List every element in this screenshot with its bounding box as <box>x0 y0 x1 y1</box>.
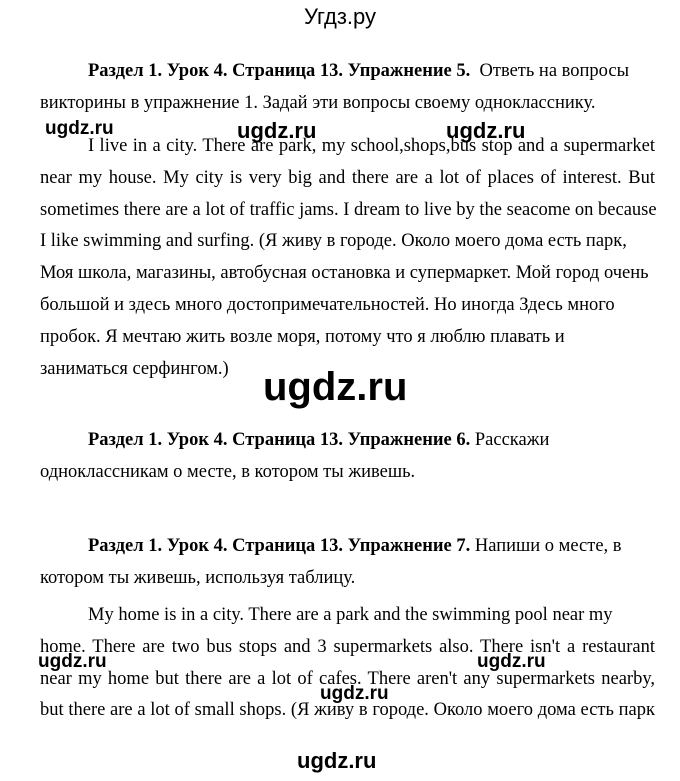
watermark: ugdz.ru <box>446 118 526 143</box>
answer-line: I like swimming and surfing. (Я живу в городе. Около моего дома есть парк, <box>40 231 627 252</box>
answer-line: Моя школа, магазины, автобусная остановка и супермаркет. Мой город очень <box>40 263 649 284</box>
answer-line: near my home but there are a lot of cafes. There aren't any supermarkets nearby, <box>40 668 655 689</box>
task-line <box>40 425 655 457</box>
task-line: котором ты живешь, используя таблицу. <box>40 567 356 588</box>
watermark: ugdz.ru <box>237 118 317 143</box>
task-text: Расскажи <box>474 430 550 450</box>
answer-line: заниматься серфингом.) <box>40 358 229 379</box>
watermark: ugdz.ru <box>477 651 546 672</box>
watermark: ugdz.ru <box>38 651 107 672</box>
answer-line: but there are a lot of small shops. (Я живу в городе. Около моего дома есть парк <box>40 700 655 721</box>
exercise-5-task <box>40 56 655 120</box>
watermark: ugdz.ru <box>45 118 114 139</box>
answer-line: home. There are two bus stops and 3 supermarkets also. There isn't a restaurant <box>40 636 655 657</box>
exercise-heading: Раздел 1. Урок 4. Страница 13. Упражнение 7. <box>88 536 471 556</box>
answer-line: near my house. My city is very big and there are a lot of places of interest. But <box>40 167 655 188</box>
answer-line: большой и здесь много достопримечательностей. Но иногда Здесь много <box>40 294 615 315</box>
exercise-6-task <box>40 425 655 489</box>
task-line: одноклассникам о месте, в котором ты живешь. <box>40 461 416 482</box>
answer-line: I live in a city. There are park, my school,shops,bus stop and a supermarket <box>88 136 655 156</box>
task-text: Напиши о месте, в <box>474 536 622 556</box>
exercise-heading: Раздел 1. Урок 4. Страница 13. Упражнение 5. <box>88 61 471 81</box>
watermark: ugdz.ru <box>320 683 389 704</box>
task-line: викторины в упражнение 1. Задай эти вопросы своему однокласснику. <box>40 92 596 113</box>
answer-line: My home is in a city. There are a park and the swimming pool near my <box>88 605 613 625</box>
site-title: Угдз.ру <box>303 4 377 29</box>
exercise-5-answer <box>40 131 655 385</box>
task-text: Ответь на вопросы <box>479 61 630 81</box>
task-line <box>40 56 655 88</box>
answer-line: sometimes there are a lot of traffic jams. I dream to live by the seacome on because <box>40 199 657 220</box>
exercise-7-answer <box>40 600 655 727</box>
answer-line: пробок. Я мечтаю жить возле моря, потому что я люблю плавать и <box>40 326 565 347</box>
exercise-7-task <box>40 531 655 595</box>
task-line <box>40 531 655 563</box>
watermark: ugdz.ru <box>297 748 377 773</box>
watermark: ugdz.ru <box>263 365 408 409</box>
exercise-heading: Раздел 1. Урок 4. Страница 13. Упражнение 6. <box>88 430 471 450</box>
